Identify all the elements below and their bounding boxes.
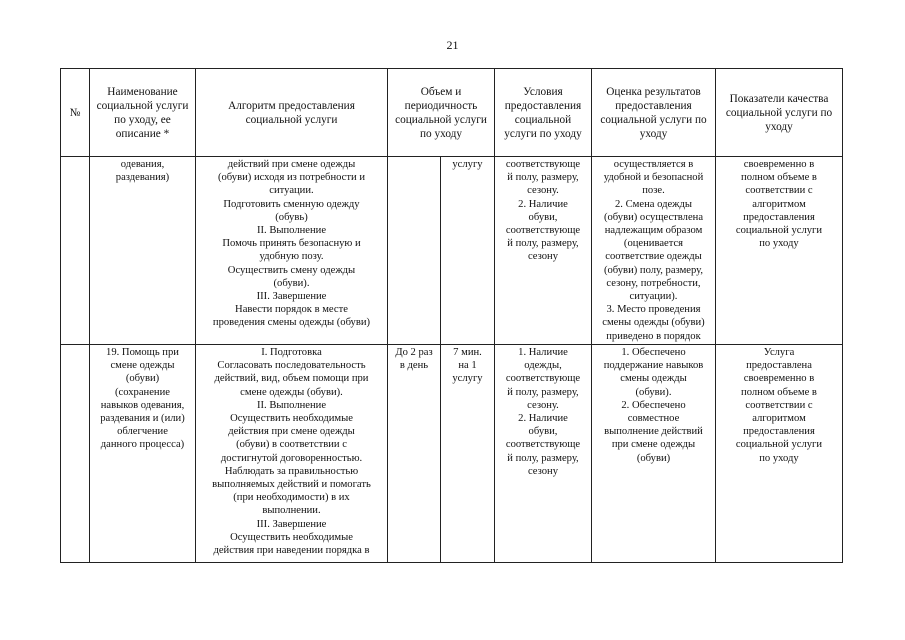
cell-text-line: предоставлена [746, 360, 812, 372]
cell-evaluation [592, 345, 716, 563]
cell-text-line: й полу, размеру, [507, 172, 579, 184]
cell-frequency [388, 157, 441, 345]
cell-text-line: (обуви). [635, 386, 672, 398]
cell-text-line: совместное [627, 413, 680, 425]
cell-text-line: сезону [527, 251, 559, 263]
cell-text-line: ситуации. [269, 185, 314, 197]
cell-text-line: соответствующе [505, 159, 581, 170]
header-num: № [61, 69, 90, 157]
cell-text-line: III. Завершение [256, 518, 327, 530]
table-row [61, 345, 843, 563]
cell-text-line: соответствующе [505, 373, 581, 385]
header-algorithm: Алгоритм предоставления социальной услуги [196, 69, 388, 157]
cell-text-line: сезону, потребности, [606, 277, 701, 289]
cell-text-line: 1. Наличие [518, 347, 568, 358]
cell-frequency [388, 345, 441, 563]
cell-text-line: проведения смены одежды (обуви) [212, 317, 371, 329]
header-name: Наименование социальной услуги по уходу, ее описание * [90, 69, 196, 157]
cell-text-line: (при необходимости) в их [233, 492, 350, 504]
cell-text-line: обуви, [528, 426, 558, 438]
header-volume: Объем и периодичность социальной услуги по уходу [388, 69, 495, 157]
cell-text-line: одевания, [120, 159, 165, 170]
cell-text-line: предоставления [743, 426, 815, 438]
cell-text-line: выполняемых действий и помогать [212, 479, 371, 491]
cell-quality [716, 157, 843, 345]
cell-text-line: услугу [452, 373, 483, 385]
cell-text-line: своевременно в [743, 159, 815, 170]
cell-text-line: раздевания) [115, 172, 170, 184]
cell-name [90, 157, 196, 345]
cell-text-line: выполнение действий [604, 426, 703, 438]
cell-text-line: смене одежды [110, 360, 175, 372]
cell-text-line: предоставления [743, 211, 815, 223]
cell-text-line: позе. [642, 185, 665, 197]
cell-text-line: осуществляется в [613, 159, 694, 170]
cell-text-line: II. Выполнение [256, 225, 327, 237]
cell-text-line: Услуга [763, 347, 795, 358]
cell-text-line: (обуви) в соответствии с [236, 439, 347, 451]
cell-text-line: (обувь) [275, 211, 308, 223]
cell-text-line: алгоритмом [752, 413, 806, 425]
cell-text-line: по уходу [759, 238, 799, 250]
cell-text-line: действия при наведении порядка в [213, 545, 370, 557]
cell-text-line: Помочь принять безопасную и [222, 238, 361, 250]
cell-text-line: выполнении. [262, 505, 321, 517]
cell-text-line: смены одежды [620, 373, 687, 385]
cell-duration [441, 157, 495, 345]
cell-text-line: удобную позу. [259, 251, 324, 263]
cell-text-line: Навести порядок в месте [235, 304, 348, 316]
cell-text-line: 1. Обеспечено [621, 347, 686, 358]
header-evaluation: Оценка результатов предоставления социальной услуги по уходу [592, 69, 716, 157]
cell-text-line: смене одежды (обуви). [240, 386, 343, 398]
cell-algorithm [196, 157, 388, 345]
cell-text-line: 2. Наличие [518, 198, 568, 210]
table-row [61, 157, 843, 345]
cell-text-line: в день [399, 360, 429, 372]
cell-text-line: Подготовить сменную одежду [223, 198, 360, 210]
cell-text-line: III. Завершение [256, 291, 327, 303]
cell-text-line: Осуществить смену одежды [227, 264, 356, 276]
cell-conditions [495, 157, 592, 345]
cell-algorithm [196, 345, 388, 563]
cell-text-line: сезону. [527, 185, 559, 197]
cell-text-line: на 1 [458, 360, 477, 372]
cell-text-line: (обуви) осуществлена [603, 211, 704, 223]
cell-text-line: своевременно в [743, 373, 815, 385]
cell-text-line: (сохранение [115, 386, 170, 398]
cell-text-line: 2. Обеспечено [621, 399, 686, 411]
cell-text-line: Согласовать последовательность [217, 360, 366, 372]
cell-evaluation [592, 157, 716, 345]
cell-name [90, 345, 196, 563]
cell-text-line: соответствующе [505, 439, 581, 451]
cell-text-line: Осуществить необходимые [230, 531, 353, 543]
cell-num [61, 157, 90, 345]
cell-text-line: достигнутой договоренностью. [220, 452, 363, 464]
cell-text-line: (обуви) [636, 452, 671, 464]
cell-text-line: алгоритмом [752, 198, 806, 210]
cell-text-line: Наблюдать за правильностью [224, 465, 359, 477]
cell-quality [716, 345, 843, 563]
header-quality: Показатели качества социальной услуги по уходу [716, 69, 843, 157]
cell-text-line: приведено в порядок [606, 330, 701, 342]
cell-text-line: 19. Помощь при [106, 347, 179, 358]
cell-conditions [495, 345, 592, 563]
cell-text-line: соответствие одежды [605, 251, 702, 263]
cell-text-line: удобной и безопасной [603, 172, 704, 184]
cell-duration [441, 345, 495, 563]
cell-text-line: действий, вид, объем помощи при [214, 373, 369, 385]
cell-text-line: соответствии с [745, 399, 813, 411]
cell-text-line: й полу, размеру, [507, 238, 579, 250]
cell-text-line: Осуществить необходимые [230, 413, 353, 425]
cell-text-line: 3. Место проведения [606, 304, 701, 316]
cell-text-line: (обуви) [125, 373, 160, 385]
cell-text-line: (обуви) полу, размеру, [603, 264, 704, 276]
cell-text-line: 7 мин. [453, 347, 482, 358]
cell-text-line: полном объеме в [741, 386, 817, 398]
cell-text-line: 2. Наличие [518, 413, 568, 425]
cell-text-line: действия при смене одежды [228, 426, 355, 438]
cell-text-line: 2. Смена одежды [615, 198, 692, 210]
cell-text-line: навыков одевания, [100, 399, 185, 411]
cell-text-line: ситуации). [629, 291, 678, 303]
table-header-row [61, 69, 843, 157]
cell-text-line: одежды, [524, 360, 562, 372]
cell-text-line: услугу [452, 159, 483, 170]
cell-text-line: II. Выполнение [256, 399, 327, 411]
cell-text-line: раздевания и (или) [100, 413, 185, 425]
cell-text-line: (оценивается [623, 238, 684, 250]
page-number: 21 [446, 38, 459, 52]
cell-text-line: До 2 раз [395, 347, 433, 358]
cell-text-line: по уходу [759, 452, 799, 464]
services-table [60, 68, 843, 563]
cell-text-line: действий при смене одежды [227, 159, 356, 170]
cell-text-line: социальной услуги [735, 225, 823, 237]
cell-text-line: соответствующе [505, 225, 581, 237]
cell-text-line: (обуви). [273, 277, 310, 289]
cell-text-line: данного процесса) [100, 439, 185, 451]
cell-text-line: й полу, размеру, [507, 386, 579, 398]
cell-text-line: смены одежды (обуви) [602, 317, 705, 329]
cell-text-line: й полу, размеру, [507, 452, 579, 464]
cell-text-line: обуви, [528, 211, 558, 223]
cell-text-line: полном объеме в [741, 172, 817, 184]
cell-text-line: сезону. [527, 399, 559, 411]
cell-text-line: надлежащим образом [604, 225, 703, 237]
cell-text-line: сезону [527, 465, 559, 477]
cell-text-line: облегчение [117, 426, 168, 438]
cell-text-line: (обуви) исходя из потребности и [217, 172, 365, 184]
cell-num [61, 345, 90, 563]
cell-text-line: поддержание навыков [603, 360, 704, 372]
cell-text-line: социальной услуги [735, 439, 823, 451]
cell-text-line: при смене одежды [611, 439, 696, 451]
cell-text-line: соответствии с [745, 185, 813, 197]
header-conditions: Условия предоставления социальной услуги по уходу [495, 69, 592, 157]
cell-text-line: I. Подготовка [261, 347, 322, 358]
